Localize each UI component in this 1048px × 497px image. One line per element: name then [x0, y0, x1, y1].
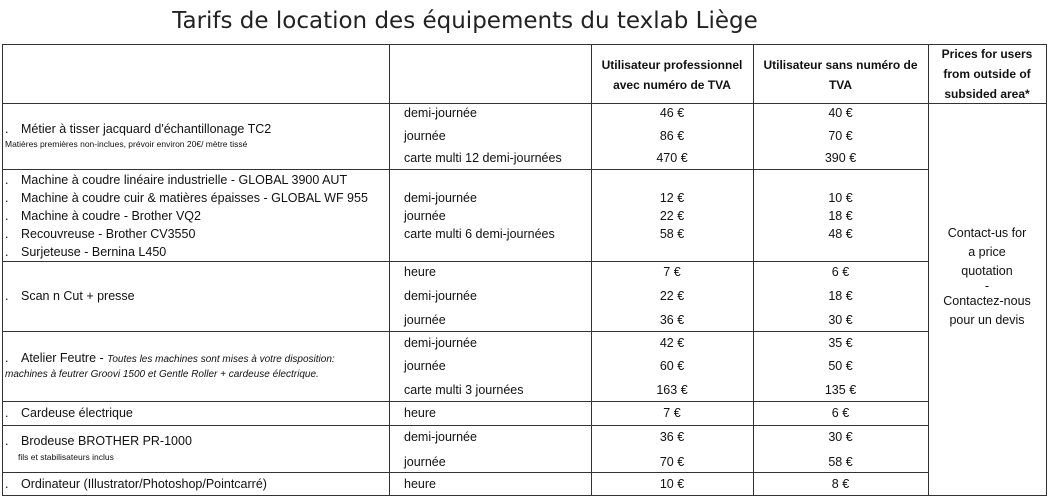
header-outside	[928, 44, 1046, 104]
price-nontva: 6 €	[831, 265, 850, 279]
contact-line: pour un devis	[949, 313, 1025, 327]
table-border	[2, 44, 1046, 45]
period-label: heure	[404, 477, 436, 491]
equipment-name	[5, 189, 368, 207]
equipment-name	[5, 225, 195, 243]
equipment-label: Machine à coudre cuir & matières épaisses - GLOBAL WF 955	[21, 191, 368, 205]
price-pro: 86 €	[659, 129, 685, 143]
price-pro: 10 €	[659, 477, 685, 491]
price-pro: 42 €	[659, 336, 685, 350]
price-nontva: 30 €	[828, 313, 853, 327]
contact-line: a price	[968, 245, 1006, 259]
table-border	[2, 472, 928, 473]
period-label: carte multi 3 journées	[404, 383, 524, 397]
price-pro: 7 €	[663, 265, 681, 279]
period-label: journée	[404, 209, 446, 223]
price-pro: 22 €	[659, 209, 685, 223]
table-border	[389, 44, 390, 496]
page-title: Tarifs de location des équipements du texlab Liège	[172, 8, 758, 34]
bullet: .	[5, 434, 9, 448]
bullet: .	[5, 173, 9, 187]
period-label: demi-journée	[404, 430, 477, 444]
equipment-label: Recouvreuse - Brother CV3550	[21, 227, 196, 241]
contact-line: Contactez-nous	[943, 294, 1031, 308]
price-nontva: 8 €	[831, 477, 850, 491]
equipment-label: Cardeuse électrique	[21, 406, 133, 420]
contact-line: quotation	[961, 264, 1013, 278]
table-border	[2, 103, 1046, 104]
price-pro: 12 €	[659, 191, 685, 205]
table-border	[2, 261, 928, 262]
price-nontva: 40 €	[828, 106, 853, 120]
bullet: .	[5, 245, 9, 259]
equipment-name	[5, 404, 133, 422]
contact-note	[928, 224, 1046, 330]
equipment-label: Machine à coudre linéaire industrielle - GLOBAL 3900 AUT	[21, 173, 348, 187]
price-nontva: 135 €	[824, 383, 857, 397]
bullet: .	[5, 122, 9, 136]
table-border	[2, 331, 928, 332]
table-border	[2, 44, 3, 496]
price-nontva: 18 €	[828, 209, 853, 223]
equipment-note: Matières premières non-inclues, prévoir environ 20€/ mètre tissé	[5, 139, 248, 149]
price-nontva: 48 €	[828, 227, 853, 241]
equipment-name	[5, 432, 192, 450]
equipment-label: Métier à tisser jacquard d'échantillonage TC2	[21, 122, 272, 136]
period-label: demi-journée	[404, 191, 477, 205]
equipment-note: machines à feutrer Groovi 1500 et Gentle Roller + cardeuse électrique.	[5, 369, 319, 380]
equipment-note: fils et stabilisateurs inclus	[18, 452, 114, 462]
bullet: .	[5, 351, 9, 365]
price-pro: 36 €	[659, 313, 685, 327]
price-nontva: 35 €	[828, 336, 853, 350]
header-nontva	[753, 55, 928, 95]
price-nontva: 58 €	[828, 455, 853, 469]
contact-line: -	[984, 279, 990, 293]
price-nontva: 18 €	[828, 289, 853, 303]
table-border	[2, 495, 1046, 496]
equipment-label: Surjeteuse - Bernina L450	[21, 245, 167, 259]
bullet: .	[5, 209, 9, 223]
period-label: journée	[404, 129, 446, 143]
price-pro: 60 €	[659, 359, 685, 373]
period-label: demi-journée	[404, 289, 477, 303]
equipment-label: Ordinateur (Illustrator/Photoshop/Pointcarré)	[21, 477, 267, 491]
period-label: heure	[404, 406, 436, 420]
equipment-name	[5, 171, 347, 189]
header-outside-line: Prices for users	[941, 47, 1033, 61]
price-nontva: 30 €	[828, 430, 853, 444]
price-nontva: 6 €	[831, 406, 850, 420]
period-label: journée	[404, 313, 446, 327]
bullet: .	[5, 406, 9, 420]
price-nontva: 70 €	[828, 129, 853, 143]
header-pro-line: avec numéro de TVA	[613, 78, 731, 92]
period-label: carte multi 6 demi-journées	[404, 227, 555, 241]
equipment-label: Scan n Cut + presse	[21, 289, 135, 303]
equipment-label: Atelier Feutre -	[21, 351, 108, 365]
header-outside-line: from outside of	[943, 67, 1031, 81]
price-pro: 470 €	[656, 151, 688, 165]
contact-line: Contact-us for	[947, 226, 1027, 240]
bullet: .	[5, 289, 9, 303]
price-pro: 70 €	[659, 455, 685, 469]
bullet: .	[5, 477, 9, 491]
period-label: heure	[404, 265, 436, 279]
table-border	[2, 169, 928, 170]
period-label: carte multi 12 demi-journées	[404, 151, 562, 165]
bullet: .	[5, 227, 9, 241]
price-nontva: 50 €	[828, 359, 853, 373]
period-label: journée	[404, 359, 446, 373]
table-border	[1046, 44, 1047, 496]
price-pro: 22 €	[659, 289, 685, 303]
equipment-name	[5, 475, 267, 493]
header-outside-line: subsided area*	[944, 87, 1030, 101]
price-pro: 163 €	[656, 383, 688, 397]
price-nontva: 10 €	[828, 191, 853, 205]
price-pro: 36 €	[659, 430, 685, 444]
header-nontva-line: TVA	[828, 78, 853, 92]
price-pro: 7 €	[663, 406, 681, 420]
equipment-name	[5, 287, 135, 305]
table-border	[2, 425, 928, 426]
header-pro	[591, 55, 753, 95]
equipment-name	[5, 120, 271, 138]
equipment-label: Brodeuse BROTHER PR-1000	[21, 434, 192, 448]
table-border	[2, 401, 928, 402]
price-pro: 46 €	[659, 106, 685, 120]
price-nontva: 390 €	[824, 151, 857, 165]
period-label: demi-journée	[404, 336, 477, 350]
equipment-name	[5, 207, 201, 225]
header-nontva-line: Utilisateur sans numéro de	[763, 58, 918, 72]
equipment-name	[5, 243, 166, 261]
equipment-note: Toutes les machines sont mises à votre disposition:	[107, 354, 335, 365]
bullet: .	[5, 191, 9, 205]
header-pro-line: Utilisateur professionnel	[601, 58, 743, 72]
price-pro: 58 €	[659, 227, 685, 241]
equipment-label: Machine à coudre - Brother VQ2	[21, 209, 201, 223]
period-label: journée	[404, 455, 446, 469]
period-label: demi-journée	[404, 106, 477, 120]
